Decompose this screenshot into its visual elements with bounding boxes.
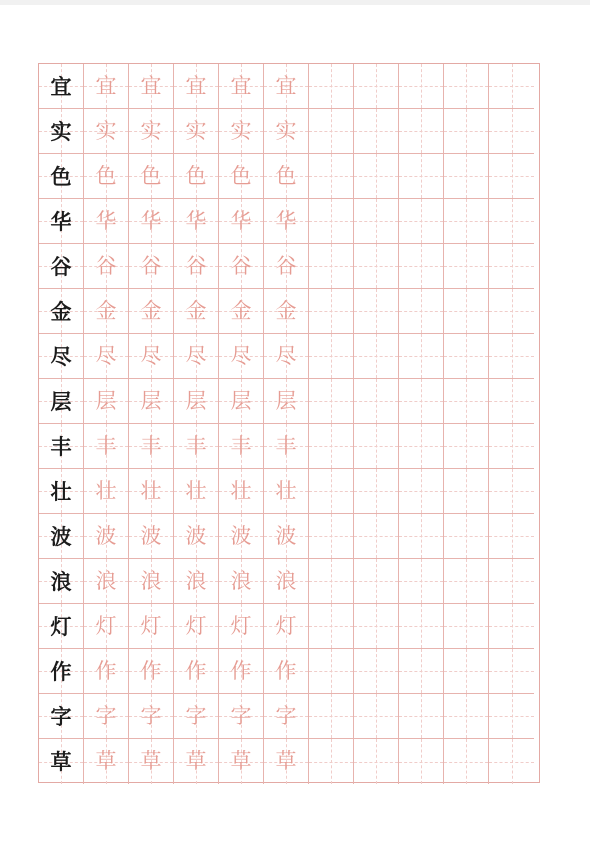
- trace-character-cell: [84, 559, 129, 604]
- trace-character-cell: [264, 289, 309, 334]
- trace-character: 实: [230, 118, 252, 143]
- blank-practice-cell: [309, 604, 354, 649]
- blank-practice-cell: [354, 109, 399, 154]
- blank-practice-cell: [309, 334, 354, 379]
- trace-character-cell: [174, 154, 219, 199]
- model-character: 浪: [50, 568, 72, 594]
- trace-character-cell: [129, 424, 174, 469]
- trace-character: 谷: [95, 253, 117, 278]
- trace-character: 作: [230, 658, 252, 683]
- blank-practice-cell: [399, 64, 444, 109]
- trace-character-cell: [84, 469, 129, 514]
- trace-character-cell: [219, 604, 264, 649]
- blank-practice-cell: [489, 199, 534, 244]
- blank-practice-cell: [444, 469, 489, 514]
- trace-character: 字: [140, 703, 162, 728]
- trace-character: 波: [275, 523, 297, 548]
- trace-character: 字: [230, 703, 252, 728]
- trace-character-cell: [219, 649, 264, 694]
- blank-practice-cell: [309, 244, 354, 289]
- trace-character-cell: [174, 469, 219, 514]
- trace-character: 浪: [275, 568, 297, 593]
- trace-character: 草: [185, 749, 207, 773]
- blank-practice-cell: [309, 739, 354, 784]
- model-character-cell: [39, 244, 84, 289]
- trace-character-cell: [264, 109, 309, 154]
- practice-row: [39, 424, 539, 469]
- blank-practice-cell: [444, 289, 489, 334]
- trace-character-cell: [174, 514, 219, 559]
- model-character-cell: [39, 199, 84, 244]
- trace-character-cell: [174, 334, 219, 379]
- trace-character-cell: [129, 109, 174, 154]
- trace-character: 华: [275, 208, 297, 233]
- blank-practice-cell: [354, 469, 399, 514]
- model-character: 壮: [50, 478, 72, 504]
- practice-row: [39, 199, 539, 244]
- blank-practice-cell: [399, 289, 444, 334]
- blank-practice-cell: [444, 514, 489, 559]
- model-character: 作: [50, 658, 72, 684]
- trace-character-cell: [219, 469, 264, 514]
- character-practice-grid: [38, 63, 540, 783]
- blank-practice-cell: [399, 379, 444, 424]
- trace-character-cell: [264, 559, 309, 604]
- trace-character: 壮: [95, 478, 117, 503]
- blank-practice-cell: [354, 649, 399, 694]
- blank-practice-cell: [489, 559, 534, 604]
- model-character-cell: [39, 289, 84, 334]
- practice-row: [39, 379, 539, 424]
- blank-practice-cell: [309, 649, 354, 694]
- trace-character-cell: [264, 199, 309, 244]
- trace-character: 作: [275, 658, 297, 683]
- trace-character-cell: [129, 514, 174, 559]
- trace-character: 金: [185, 298, 207, 323]
- model-character: 灯: [50, 613, 72, 639]
- trace-character: 金: [140, 298, 162, 323]
- practice-row: [39, 469, 539, 514]
- blank-practice-cell: [444, 424, 489, 469]
- model-character-cell: [39, 559, 84, 604]
- blank-practice-cell: [489, 244, 534, 289]
- trace-character-cell: [84, 514, 129, 559]
- trace-character: 壮: [185, 478, 207, 503]
- trace-character: 尽: [230, 343, 252, 368]
- trace-character: 色: [230, 163, 252, 188]
- model-character-cell: [39, 604, 84, 649]
- trace-character-cell: [219, 109, 264, 154]
- model-character-cell: [39, 154, 84, 199]
- trace-character: 谷: [275, 253, 297, 278]
- trace-character: 层: [95, 388, 117, 413]
- trace-character-cell: [129, 334, 174, 379]
- blank-practice-cell: [309, 289, 354, 334]
- model-character: 草: [50, 749, 72, 774]
- blank-practice-cell: [354, 199, 399, 244]
- blank-practice-cell: [354, 604, 399, 649]
- trace-character-cell: [219, 199, 264, 244]
- trace-character: 作: [140, 658, 162, 683]
- practice-row: [39, 109, 539, 154]
- trace-character-cell: [264, 334, 309, 379]
- practice-row: [39, 514, 539, 559]
- trace-character: 字: [275, 703, 297, 728]
- model-character-cell: [39, 334, 84, 379]
- trace-character: 灯: [275, 613, 297, 638]
- model-character: 尽: [50, 343, 72, 369]
- model-character: 谷: [50, 253, 72, 279]
- blank-practice-cell: [444, 334, 489, 379]
- practice-row: [39, 739, 539, 784]
- trace-character: 华: [95, 208, 117, 233]
- model-character: 金: [50, 298, 72, 324]
- trace-character-cell: [129, 694, 174, 739]
- model-character: 层: [50, 388, 72, 414]
- trace-character: 华: [140, 208, 162, 233]
- blank-practice-cell: [444, 649, 489, 694]
- blank-practice-cell: [489, 109, 534, 154]
- trace-character: 华: [185, 208, 207, 233]
- practice-row: [39, 694, 539, 739]
- practice-row: [39, 649, 539, 694]
- blank-practice-cell: [399, 694, 444, 739]
- trace-character: 谷: [140, 253, 162, 278]
- trace-character: 字: [185, 703, 207, 728]
- blank-practice-cell: [399, 109, 444, 154]
- practice-row: [39, 154, 539, 199]
- trace-character: 宜: [230, 73, 252, 98]
- trace-character-cell: [219, 739, 264, 784]
- trace-character: 层: [185, 388, 207, 413]
- trace-character: 宜: [275, 73, 297, 98]
- trace-character: 浪: [230, 568, 252, 593]
- blank-practice-cell: [399, 604, 444, 649]
- model-character: 字: [50, 703, 72, 729]
- blank-practice-cell: [399, 559, 444, 604]
- trace-character-cell: [264, 604, 309, 649]
- trace-character: 浪: [140, 568, 162, 593]
- trace-character: 实: [185, 118, 207, 143]
- trace-character: 金: [95, 298, 117, 323]
- blank-practice-cell: [489, 514, 534, 559]
- trace-character: 实: [95, 118, 117, 143]
- blank-practice-cell: [489, 604, 534, 649]
- trace-character-cell: [129, 289, 174, 334]
- model-character-cell: [39, 739, 84, 784]
- model-character: 波: [50, 523, 72, 549]
- blank-practice-cell: [489, 379, 534, 424]
- trace-character: 草: [140, 749, 162, 773]
- blank-practice-cell: [309, 199, 354, 244]
- blank-practice-cell: [444, 559, 489, 604]
- blank-practice-cell: [399, 739, 444, 784]
- trace-character-cell: [129, 604, 174, 649]
- trace-character-cell: [174, 199, 219, 244]
- trace-character: 宜: [185, 73, 207, 98]
- blank-practice-cell: [399, 469, 444, 514]
- trace-character: 实: [275, 118, 297, 143]
- trace-character: 层: [230, 388, 252, 413]
- trace-character-cell: [84, 739, 129, 784]
- blank-practice-cell: [489, 289, 534, 334]
- blank-practice-cell: [444, 64, 489, 109]
- blank-practice-cell: [354, 244, 399, 289]
- trace-character-cell: [219, 514, 264, 559]
- blank-practice-cell: [399, 424, 444, 469]
- model-character: 华: [50, 208, 72, 234]
- trace-character-cell: [174, 244, 219, 289]
- trace-character: 华: [230, 208, 252, 233]
- trace-character: 波: [185, 523, 207, 548]
- trace-character-cell: [129, 649, 174, 694]
- trace-character: 色: [275, 163, 297, 188]
- trace-character: 宜: [140, 73, 162, 98]
- blank-practice-cell: [444, 604, 489, 649]
- practice-row: [39, 64, 539, 109]
- blank-practice-cell: [399, 244, 444, 289]
- trace-character-cell: [174, 424, 219, 469]
- trace-character-cell: [84, 334, 129, 379]
- trace-character-cell: [264, 424, 309, 469]
- trace-character-cell: [219, 64, 264, 109]
- trace-character-cell: [84, 244, 129, 289]
- trace-character-cell: [129, 154, 174, 199]
- blank-practice-cell: [309, 694, 354, 739]
- trace-character-cell: [174, 739, 219, 784]
- model-character-cell: [39, 469, 84, 514]
- trace-character-cell: [219, 424, 264, 469]
- trace-character-cell: [129, 199, 174, 244]
- trace-character-cell: [219, 244, 264, 289]
- trace-character: 灯: [95, 613, 117, 638]
- trace-character-cell: [174, 289, 219, 334]
- trace-character: 灯: [140, 613, 162, 638]
- blank-practice-cell: [444, 244, 489, 289]
- blank-practice-cell: [489, 154, 534, 199]
- trace-character-cell: [174, 649, 219, 694]
- practice-row: [39, 334, 539, 379]
- trace-character: 丰: [230, 433, 252, 458]
- blank-practice-cell: [354, 559, 399, 604]
- trace-character: 谷: [230, 253, 252, 278]
- trace-character: 灯: [230, 613, 252, 638]
- trace-character-cell: [174, 559, 219, 604]
- trace-character-cell: [84, 379, 129, 424]
- trace-character-cell: [174, 694, 219, 739]
- trace-character: 波: [95, 523, 117, 548]
- blank-practice-cell: [489, 649, 534, 694]
- trace-character-cell: [219, 154, 264, 199]
- blank-practice-cell: [444, 154, 489, 199]
- trace-character: 壮: [230, 478, 252, 503]
- model-character-cell: [39, 109, 84, 154]
- model-character-cell: [39, 64, 84, 109]
- trace-character: 尽: [275, 343, 297, 368]
- blank-practice-cell: [309, 424, 354, 469]
- blank-practice-cell: [309, 379, 354, 424]
- blank-practice-cell: [354, 154, 399, 199]
- trace-character: 尽: [185, 343, 207, 368]
- blank-practice-cell: [309, 514, 354, 559]
- practice-row: [39, 289, 539, 334]
- trace-character: 尽: [95, 343, 117, 368]
- trace-character-cell: [84, 109, 129, 154]
- blank-practice-cell: [354, 64, 399, 109]
- practice-row: [39, 244, 539, 289]
- blank-practice-cell: [309, 559, 354, 604]
- blank-practice-cell: [444, 739, 489, 784]
- trace-character: 谷: [185, 253, 207, 278]
- model-character-cell: [39, 424, 84, 469]
- trace-character-cell: [264, 694, 309, 739]
- trace-character: 尽: [140, 343, 162, 368]
- trace-character-cell: [84, 424, 129, 469]
- blank-practice-cell: [309, 64, 354, 109]
- trace-character-cell: [219, 334, 264, 379]
- model-character-cell: [39, 379, 84, 424]
- model-character: 丰: [50, 433, 72, 459]
- blank-practice-cell: [489, 64, 534, 109]
- model-character: 色: [50, 163, 72, 189]
- trace-character: 丰: [140, 433, 162, 458]
- trace-character-cell: [219, 694, 264, 739]
- trace-character: 作: [95, 658, 117, 683]
- trace-character-cell: [174, 604, 219, 649]
- model-character-cell: [39, 514, 84, 559]
- trace-character: 草: [95, 749, 117, 773]
- trace-character-cell: [264, 649, 309, 694]
- blank-practice-cell: [444, 379, 489, 424]
- model-character: 实: [50, 118, 72, 144]
- trace-character: 金: [275, 298, 297, 323]
- trace-character-cell: [129, 64, 174, 109]
- trace-character-cell: [219, 289, 264, 334]
- trace-character: 宜: [95, 73, 117, 98]
- trace-character-cell: [129, 559, 174, 604]
- trace-character-cell: [84, 154, 129, 199]
- blank-practice-cell: [309, 469, 354, 514]
- trace-character-cell: [264, 739, 309, 784]
- trace-character: 壮: [275, 478, 297, 503]
- blank-practice-cell: [399, 649, 444, 694]
- blank-practice-cell: [489, 694, 534, 739]
- trace-character: 壮: [140, 478, 162, 503]
- trace-character-cell: [264, 379, 309, 424]
- blank-practice-cell: [309, 154, 354, 199]
- trace-character-cell: [84, 199, 129, 244]
- trace-character-cell: [174, 379, 219, 424]
- blank-practice-cell: [354, 694, 399, 739]
- trace-character: 浪: [95, 568, 117, 593]
- trace-character-cell: [84, 694, 129, 739]
- blank-practice-cell: [489, 424, 534, 469]
- trace-character: 丰: [95, 433, 117, 458]
- worksheet-page: [0, 5, 590, 846]
- trace-character-cell: [264, 469, 309, 514]
- blank-practice-cell: [489, 469, 534, 514]
- trace-character: 草: [275, 749, 297, 773]
- blank-practice-cell: [354, 739, 399, 784]
- trace-character-cell: [264, 64, 309, 109]
- practice-row: [39, 559, 539, 604]
- trace-character: 灯: [185, 613, 207, 638]
- trace-character-cell: [129, 379, 174, 424]
- trace-character-cell: [84, 64, 129, 109]
- trace-character-cell: [219, 559, 264, 604]
- trace-character-cell: [264, 154, 309, 199]
- trace-character: 丰: [185, 433, 207, 458]
- trace-character-cell: [129, 739, 174, 784]
- model-character-cell: [39, 649, 84, 694]
- trace-character-cell: [174, 64, 219, 109]
- trace-character-cell: [129, 469, 174, 514]
- blank-practice-cell: [354, 289, 399, 334]
- blank-practice-cell: [489, 739, 534, 784]
- model-character-cell: [39, 694, 84, 739]
- trace-character-cell: [219, 379, 264, 424]
- trace-character-cell: [84, 604, 129, 649]
- trace-character: 作: [185, 658, 207, 683]
- trace-character: 波: [140, 523, 162, 548]
- trace-character: 色: [140, 163, 162, 188]
- trace-character-cell: [264, 514, 309, 559]
- trace-character: 丰: [275, 433, 297, 458]
- blank-practice-cell: [399, 334, 444, 379]
- trace-character: 草: [230, 749, 252, 773]
- blank-practice-cell: [354, 514, 399, 559]
- trace-character-cell: [264, 244, 309, 289]
- blank-practice-cell: [444, 199, 489, 244]
- blank-practice-cell: [354, 424, 399, 469]
- blank-practice-cell: [444, 694, 489, 739]
- blank-practice-cell: [354, 334, 399, 379]
- trace-character: 浪: [185, 568, 207, 593]
- blank-practice-cell: [354, 379, 399, 424]
- trace-character-cell: [129, 244, 174, 289]
- trace-character-cell: [174, 109, 219, 154]
- trace-character: 金: [230, 298, 252, 323]
- trace-character: 层: [140, 388, 162, 413]
- practice-row: [39, 604, 539, 649]
- blank-practice-cell: [444, 109, 489, 154]
- trace-character: 实: [140, 118, 162, 143]
- trace-character: 色: [95, 163, 117, 188]
- blank-practice-cell: [399, 154, 444, 199]
- blank-practice-cell: [399, 514, 444, 559]
- trace-character: 色: [185, 163, 207, 188]
- trace-character-cell: [84, 289, 129, 334]
- trace-character: 层: [275, 388, 297, 413]
- trace-character-cell: [84, 649, 129, 694]
- blank-practice-cell: [489, 334, 534, 379]
- trace-character: 字: [95, 703, 117, 728]
- blank-practice-cell: [399, 199, 444, 244]
- model-character: 宜: [50, 73, 72, 99]
- blank-practice-cell: [309, 109, 354, 154]
- trace-character: 波: [230, 523, 252, 548]
